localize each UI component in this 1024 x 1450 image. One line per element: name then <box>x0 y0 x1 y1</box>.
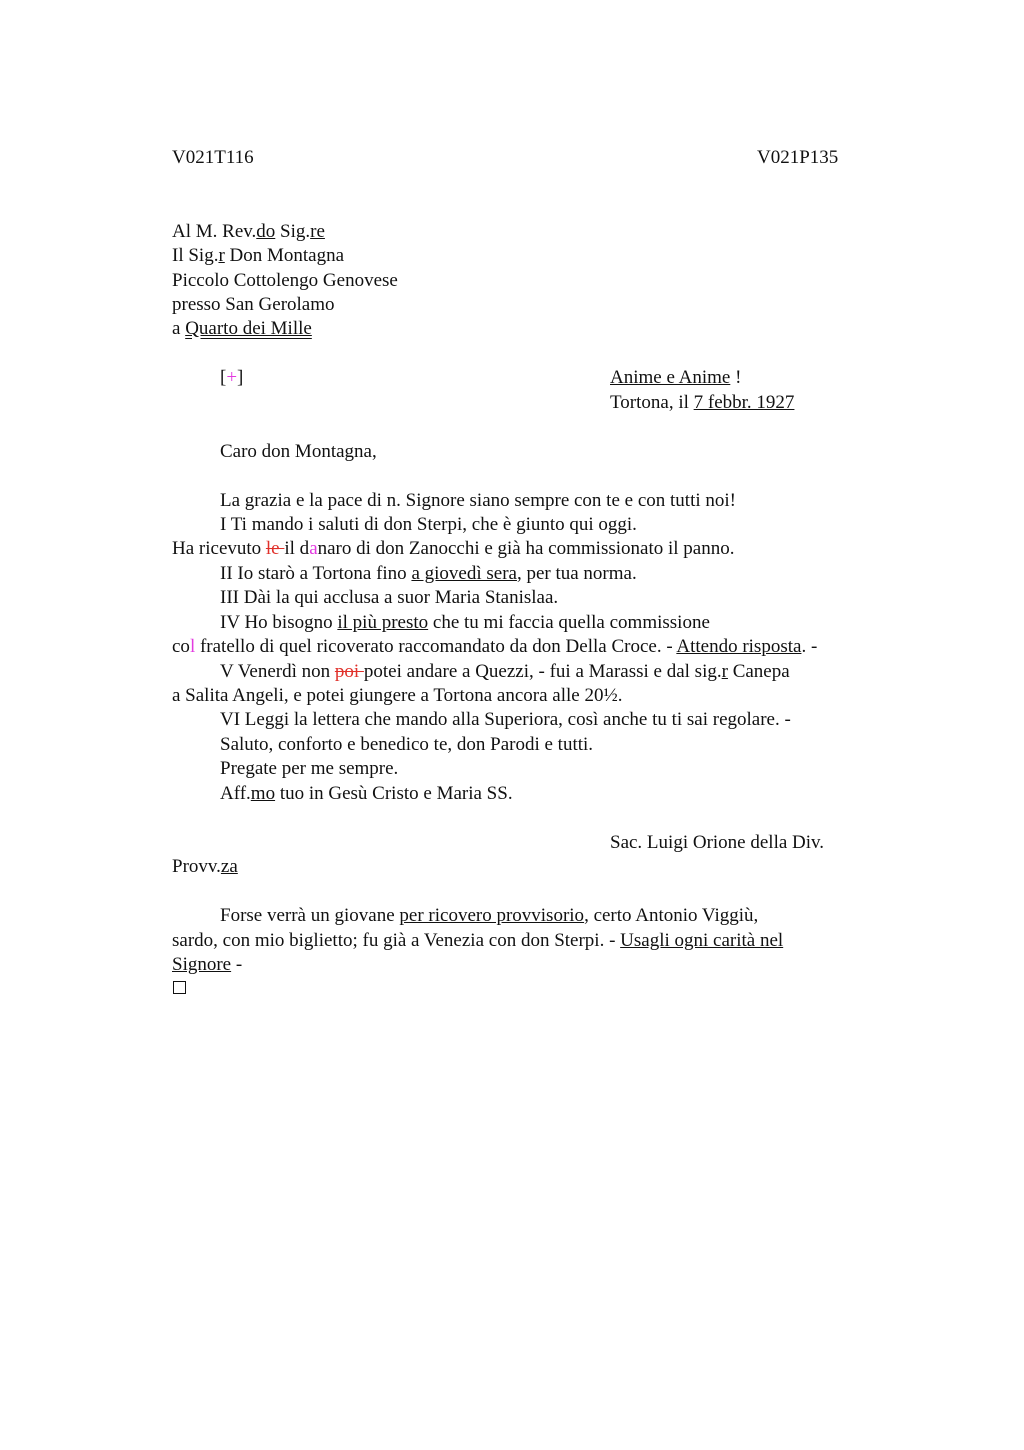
address-line-2: Il Sig.r Don Montagna <box>172 245 345 266</box>
postscript-line-3: Signore - <box>172 954 243 975</box>
postscript-line-2: sardo, con mio biglietto; fu già a Venezia con don Sterpi. - Usagli ogni carità nel <box>172 930 784 951</box>
signature-line-2: Provv.za <box>172 856 238 877</box>
address-line-4: presso San Gerolamo <box>172 294 335 315</box>
address-line-5: a Quarto dei Mille <box>172 318 312 339</box>
body-line-1: La grazia e la pace di n. Signore siano sempre con te e con tutti noi! <box>220 490 736 511</box>
cross-mark: [+] <box>220 367 244 388</box>
body-line-12: Pregate per me sempre. <box>220 758 399 779</box>
body-line-13: Aff.mo tuo in Gesù Cristo e Maria SS. <box>220 783 513 804</box>
address-line-1: Al M. Rev.do Sig.re <box>172 221 325 242</box>
document-code-right: V021P135 <box>757 147 839 168</box>
address-line-3: Piccolo Cottolengo Genovese <box>172 270 398 291</box>
body-line-5: III Dài la qui acclusa a suor Maria Stanislaa. <box>220 587 559 608</box>
motto: Anime e Anime ! <box>610 367 742 388</box>
body-line-3: Ha ricevuto le il danaro di don Zanocchi e già ha commissionato il panno. <box>172 538 735 559</box>
body-line-7: col fratello di quel ricoverato raccomandato da don Della Croce. - Attendo risposta. - <box>172 636 818 657</box>
signature-line-1: Sac. Luigi Orione della Div. <box>610 832 825 853</box>
body-line-11: Saluto, conforto e benedico te, don Parodi e tutti. <box>220 734 594 755</box>
cross-icon: + <box>226 367 238 388</box>
body-line-6: IV Ho bisogno il più presto che tu mi faccia quella commissione <box>220 612 710 633</box>
body-line-4: II Io starò a Tortona fino a giovedì sera, per tua norma. <box>220 563 637 584</box>
end-marker-square-icon <box>173 981 186 994</box>
body-line-2: I Ti mando i saluti di don Sterpi, che è giunto qui oggi. <box>220 514 637 535</box>
place-date: Tortona, il 7 febbr. 1927 <box>610 392 795 413</box>
body-line-10: VI Leggi la lettera che mando alla Superiora, così anche tu ti sai regolare. - <box>220 709 791 730</box>
salutation: Caro don Montagna, <box>220 441 377 462</box>
body-line-9: a Salita Angeli, e potei giungere a Tortona ancora alle 20½. <box>172 685 623 706</box>
body-line-8: V Venerdì non poi potei andare a Quezzi, - fui a Marassi e dal sig.r Canepa <box>220 661 790 682</box>
postscript-line-1: Forse verrà un giovane per ricovero provvisorio, certo Antonio Viggiù, <box>220 905 759 926</box>
document-code-left: V021T116 <box>172 147 254 168</box>
